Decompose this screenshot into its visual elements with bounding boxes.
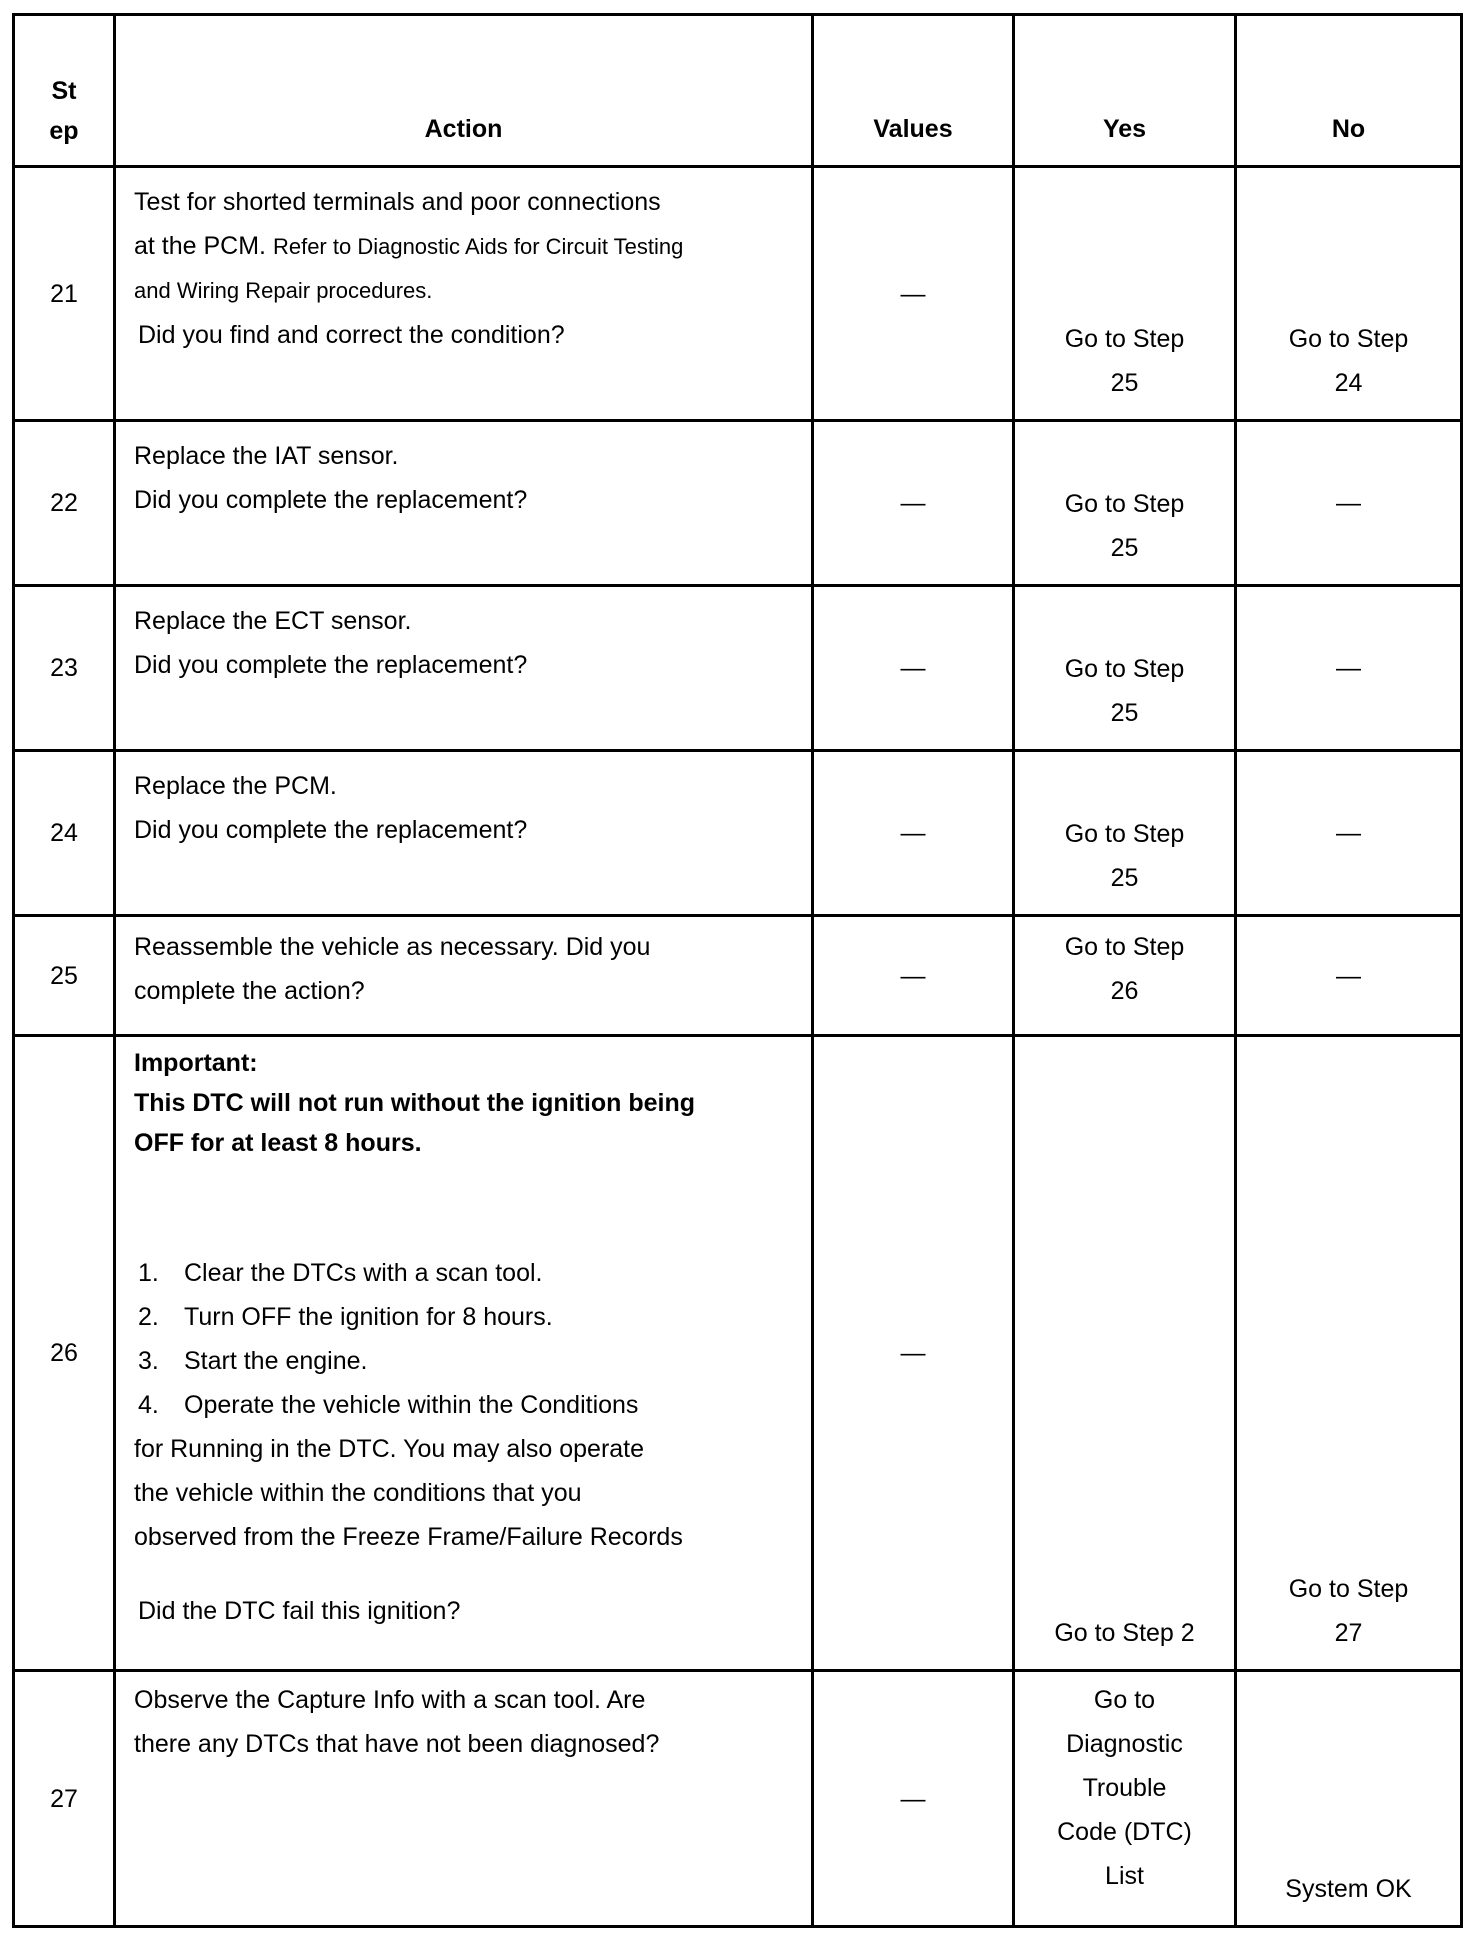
no-cell: — [1236, 421, 1462, 586]
yes-cell: Go to Step 25 [1014, 167, 1236, 421]
step-number: 22 [14, 421, 115, 586]
action-cell: Test for shorted terminals and poor connections at the PCM. Refer to Diagnostic Aids for Circuit Testing and Wiring Repair procedures. Did you find and correct the condition? [115, 167, 813, 421]
yes-cell: Go to Step 25 [1014, 586, 1236, 751]
important-label: Important: [134, 1049, 258, 1077]
yes-cell: Go to Step 25 [1014, 751, 1236, 916]
header-row [14, 15, 1462, 167]
header-action: Action [115, 15, 813, 167]
yes-cell: Go to Diagnostic Trouble Code (DTC) List [1014, 1671, 1236, 1927]
values-cell: — [813, 916, 1014, 1036]
no-cell: Go to Step 27 [1236, 1036, 1462, 1671]
table-row [14, 421, 1462, 586]
action-cell: Observe the Capture Info with a scan tool. Are there any DTCs that have not been diagnosed? [115, 1671, 813, 1927]
list-item: 1. Clear the DTCs with a scan tool. [138, 1259, 543, 1287]
action-cell: Replace the PCM. Did you complete the replacement? [115, 751, 813, 916]
step-number: 23 [14, 586, 115, 751]
step-number: 25 [14, 916, 115, 1036]
values-cell: — [813, 421, 1014, 586]
step-number: 26 [14, 1036, 115, 1671]
no-cell: — [1236, 751, 1462, 916]
values-cell: — [813, 751, 1014, 916]
list-item: 2. Turn OFF the ignition for 8 hours. [138, 1303, 553, 1331]
header-step: St ep [14, 15, 115, 167]
no-cell: System OK [1236, 1671, 1462, 1927]
header-no: No [1236, 15, 1462, 167]
no-cell: — [1236, 586, 1462, 751]
table-row [14, 167, 1462, 421]
list-item: 3. Start the engine. [138, 1347, 368, 1375]
values-cell: — [813, 586, 1014, 751]
values-cell: — [813, 1036, 1014, 1671]
table-row [14, 751, 1462, 916]
no-cell: — [1236, 916, 1462, 1036]
step-number: 21 [14, 167, 115, 421]
yes-cell: Go to Step 25 [1014, 421, 1236, 586]
table-row [14, 1036, 1462, 1671]
list-item: 4. Operate the vehicle within the Conditions [138, 1391, 639, 1419]
table-row [14, 1671, 1462, 1927]
values-cell: — [813, 1671, 1014, 1927]
step-number: 24 [14, 751, 115, 916]
action-cell: Replace the IAT sensor. Did you complete the replacement? [115, 421, 813, 586]
header-yes: Yes [1014, 15, 1236, 167]
step-number: 27 [14, 1671, 115, 1927]
yes-cell: Go to Step 2 [1014, 1036, 1236, 1671]
no-cell: Go to Step 24 [1236, 167, 1462, 421]
diagnostic-table [12, 13, 1463, 1928]
action-cell: Important: This DTC will not run without the ignition being OFF for at least 8 hours. 1. Clear the DTCs with a scan tool. 2. Turn OFF the ignition for 8 hours. 3. Start the engine. 4. Operate the vehicle within the Conditions for Running in the DTC. You may also operate the vehicle within the conditions that you observed from the Freeze Frame/Failure Records Did the DTC fail this ignition? [115, 1036, 813, 1671]
table-row [14, 916, 1462, 1036]
table-row [14, 586, 1462, 751]
values-cell: — [813, 167, 1014, 421]
action-cell: Replace the ECT sensor. Did you complete the replacement? [115, 586, 813, 751]
action-cell: Reassemble the vehicle as necessary. Did you complete the action? [115, 916, 813, 1036]
header-values: Values [813, 15, 1014, 167]
yes-cell: Go to Step 26 [1014, 916, 1236, 1036]
